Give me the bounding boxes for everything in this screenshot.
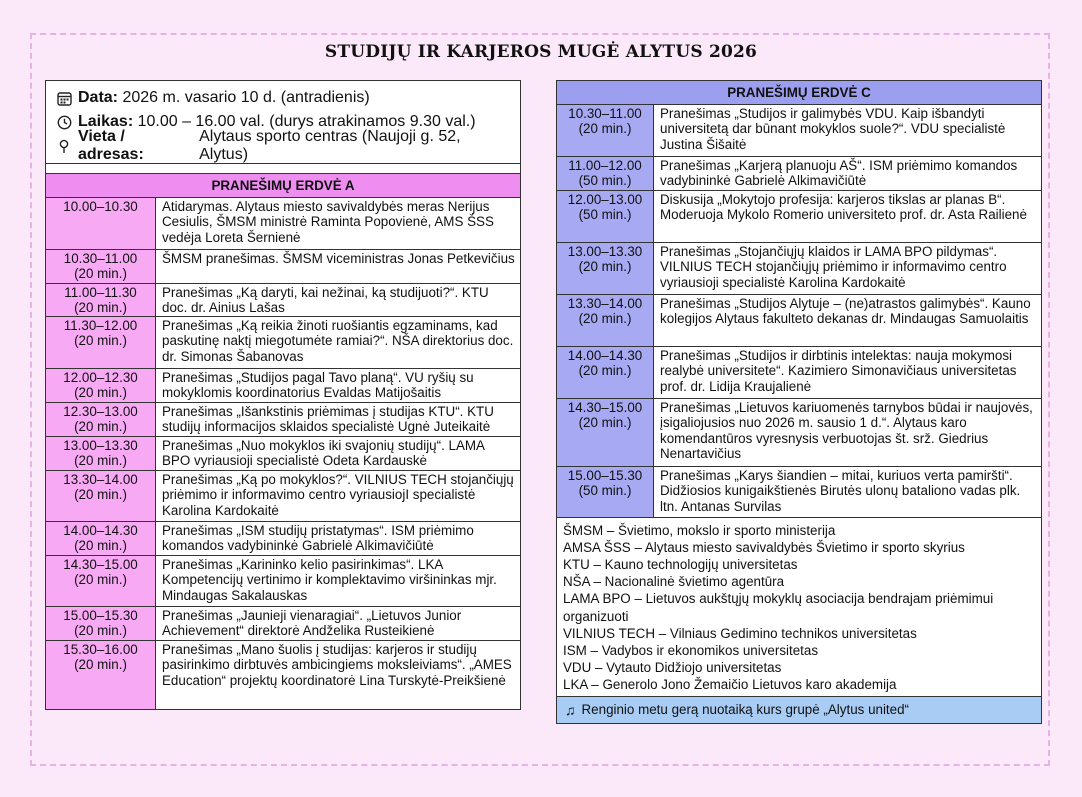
time-cell [557,242,654,294]
time-cell [557,398,654,466]
abbreviation-item: VDU – Vytauto Didžiojo universitetas [563,660,782,676]
duration: (20 min.) [74,487,127,502]
schedule-row [46,316,521,368]
space-a-table [45,173,521,710]
duration: (20 min.) [74,300,127,315]
schedule-row [557,190,1042,242]
description-cell: Pranešimas „Jaunieji vienaragiai“. „Lietuvos Junior Achievement“ direktorė Andželika Rusteikienė [156,606,521,640]
time-range: 13.00–13.30 [567,243,643,259]
time-cell [46,470,156,521]
time-range: 11.00–12.00 [568,157,642,173]
description-cell: Pranešimas „Stojančiųjų klaidos ir LAMA BPO pildymas“. VILNIUS TECH stojančiųjų priėmimo ir informavimo centro vyriausioji specialistė Karolina Kardokaitė [654,242,1042,294]
music-notes-icon: ♫ [565,701,576,718]
description-cell: Pranešimas „Mano šuolis į studijas: karjeros ir studijų pasirinkimo dirbtuvės ambicingiems moksleiviams“. „AMES Education“ projektų koordinatorė Lina Turskytė-Preikšienė [156,640,521,709]
time-range: 14.30–15.00 [63,556,138,572]
date-label: Data: [78,89,119,106]
place-row [56,128,512,163]
time-range: 13.30–14.00 [63,471,138,487]
time-range: 13.00–13.30 [63,437,138,453]
time-cell [46,640,156,709]
place-label: Vieta / adresas: [77,128,144,163]
calendar-icon [56,90,72,106]
schedule-row [46,521,521,555]
time-cell [46,436,156,470]
description-cell: ŠMSM pranešimas. ŠMSM viceministras Jonas Petkevičius [156,249,521,283]
duration: (20 min.) [578,259,632,274]
time-range: 10.00–10.30 [63,198,138,214]
schedule-row [46,402,521,436]
time-range: 12.00–13.00 [567,191,643,207]
description-cell: Pranešimas „Studijos pagal Tavo planą“. VU ryšių su mokyklomis koordinatorius Evaldas Matijošaitis [156,368,521,402]
time-cell [46,249,156,283]
info-spacer [45,164,521,173]
music-note-text: Renginio metu gerą nuotaiką kurs grupė „Alytus united“ [581,702,910,718]
date-value: 2026 m. vasario 10 d. (antradienis) [122,89,370,106]
schedule-row [557,242,1042,294]
duration: (20 min.) [74,385,127,400]
duration: (50 min.) [578,483,632,498]
schedule-row [46,197,521,249]
time-cell [557,346,654,398]
schedule-row [557,346,1042,398]
description-cell: Pranešimas „Karys šiandien – mitai, kuriuos verta pamiršti“. Didžiosios kunigaikštienės Birutės ulonų bataliono vadas plk. ltn. Antanas Survilas [654,466,1042,517]
description-cell: Pranešimas „Ką po mokyklos?“. VILNIUS TECH stojančiųjų priėmimo ir informavimo centro vyriausiojI specialistė Karolina Kardokaitė [156,470,521,521]
duration: (20 min.) [578,121,632,136]
duration: (20 min.) [74,657,127,672]
time-label: Laikas: [78,113,134,130]
time-cell [46,521,156,555]
space-c-table [556,80,1042,518]
time-range: 10.30–11.00 [568,105,642,121]
event-info-box [45,80,521,164]
abbreviation-item: VILNIUS TECH – Vilniaus Gedimino technikos universitetas [563,625,917,641]
time-cell [557,294,654,346]
time-cell [557,190,654,242]
abbreviation-item: LKA – Generolo Jono Žemaičio Lietuvos karo akademija [563,677,897,693]
schedule-row [46,640,521,709]
time-range: 15.00–15.30 [567,467,643,483]
date-row [56,86,512,110]
description-cell: Pranešimas „ISM studijų pristatymas“. ISM priėmimo komandos vadybininkė Gabrielė Alkimavičiūtė [156,521,521,555]
description-cell: Atidarymas. Alytaus miesto savivaldybės meras Nerijus Cesiulis, ŠMSM ministrė Raminta Popovienė, AMS ŠSS vedėja Loreta Šernienė [156,197,521,249]
time-cell [46,283,156,316]
schedule-row [557,294,1042,346]
schedule-row [46,555,521,606]
clock-icon [56,114,72,130]
page-title: STUDIJŲ IR KARJEROS MUGĖ ALYTUS 2026 [324,42,758,62]
duration: (20 min.) [74,333,127,348]
duration: (50 min.) [578,207,632,222]
description-cell: Pranešimas „Nuo mokyklos iki svajonių studijų“. LAMA BPO vyriausioji specialistė Odeta Kardauskė [156,436,521,470]
abbreviation-item: AMSA ŠSS – Alytaus miesto savivaldybės Švietimo ir sporto skyrius [563,539,965,555]
description-cell: Pranešimas „Karininko kelio pasirinkimas“. LKA Kompetencijų vertinimo ir komplektavimo viršininkas mjr. Mindaugas Sakalauskas [156,555,521,606]
description-cell: Pranešimas „Išankstinis priėmimas į studijas KTU“. KTU studijų informacijos sklaidos specialistė Ugnė Juteikaitė [156,402,521,436]
schedule-row [557,398,1042,466]
time-range: 13.30–14.00 [567,295,643,311]
place-value: Alytaus sporto centras (Naujoji g. 52, Alytus) [199,128,461,163]
duration: (20 min.) [74,538,127,553]
time-range: 15.00–15.30 [63,607,138,623]
time-cell [557,466,654,517]
duration: (20 min.) [74,623,127,638]
description-cell: Diskusija „Mokytojo profesija: karjeros tikslas ar planas B“. Moderuoja Mykolo Romerio universiteto prof. dr. Asta Railienė [654,190,1042,242]
time-range: 12.00–12.30 [63,369,138,385]
duration: (20 min.) [74,266,127,281]
abbreviations-box [556,518,1042,697]
description-cell: Pranešimas „Ką daryti, kai nežinai, ką studijuoti?“. KTU doc. dr. Ainius Lašas [156,283,521,316]
space-a-header: PRANEŠIMŲ ERDVĖ A [46,174,521,198]
time-cell [46,316,156,368]
schedule-row [46,249,521,283]
time-range: 14.00–14.30 [63,522,138,538]
time-range: 11.30–12.00 [63,317,138,333]
time-value: 10.00 – 16.00 val. (durys atrakinamos 9.30 val.) [137,113,476,130]
abbreviation-item: NŠA – Nacionalinė švietimo agentūra [563,574,785,590]
schedule-row [46,470,521,521]
time-range: 11.00–11.30 [64,284,137,300]
duration: (20 min.) [578,311,632,326]
schedule-row [557,156,1042,190]
schedule-row [557,466,1042,517]
duration: (20 min.) [578,415,632,430]
duration: (50 min.) [578,173,632,188]
time-range: 14.30–15.00 [567,399,643,415]
schedule-row [46,368,521,402]
description-cell: Pranešimas „Studijos ir dirbtinis intelektas: nauja mokymosi realybė universitete“. Kazimiero Simonavičiaus universitetas prof. dr. Lidija Kraujalienė [654,346,1042,398]
abbreviation-item: ŠMSM – Švietimo, mokslo ir sporto ministerija [563,522,836,538]
space-c-header: PRANEŠIMŲ ERDVĖ C [557,81,1042,105]
time-cell [46,197,156,249]
time-cell [46,402,156,436]
time-cell [46,368,156,402]
time-range: 12.30–13.00 [63,403,138,419]
schedule-row [46,606,521,640]
duration: (20 min.) [74,453,127,468]
abbreviation-item: ISM – Vadybos ir ekonomikos universitetas [563,642,819,658]
time-cell [557,156,654,190]
time-range: 15.30–16.00 [63,641,138,657]
schedule-row [557,104,1042,156]
schedule-row [46,283,521,316]
time-range: 10.30–11.00 [63,250,138,266]
time-cell [557,104,654,156]
duration: (20 min.) [74,419,127,434]
description-cell: Pranešimas „Studijos Alytuje – (ne)atrastos galimybės“. Kauno kolegijos Alytaus fakulteto dekanas dr. Mindaugas Samuolaitis [654,294,1042,346]
time-cell [46,606,156,640]
time-cell [46,555,156,606]
abbreviation-item: KTU – Kauno technologijų universitetas [563,556,798,572]
time-range: 14.00–14.30 [567,347,643,363]
music-note-bar [556,697,1042,724]
description-cell: Pranešimas „Ką reikia žinoti ruošiantis egzaminams, kad paskutinę naktį miegotumėte ramiai?“. NŠA direktorius doc. dr. Simonas Šabanovas [156,316,521,368]
description-cell: Pranešimas „Karjerą planuoju AŠ“. ISM priėmimo komandos vadybininkė Gabrielė Alkimavičiūtė [654,156,1042,190]
right-column [556,80,1042,724]
schedule-row [46,436,521,470]
duration: (20 min.) [578,363,632,378]
description-cell: Pranešimas „Lietuvos kariuomenės tarnybos būdai ir naujovės, įsigaliojusios nuo 2026 m. sausio 1 d.“. Alytaus karo komendantūros vyresnysis verbuotojas št. srž. Giedrius Nenartavičius [654,398,1042,466]
duration: (20 min.) [74,572,127,587]
left-column [45,80,521,710]
map-pin-icon [56,138,72,154]
abbreviation-item: LAMA BPO – Lietuvos aukštųjų mokyklų asociacija bendrajam priėmimui organizuoti [563,591,994,624]
description-cell: Pranešimas „Studijos ir galimybės VDU. Kaip išbandyti universitetą dar būnant mokyklos suole?“. VDU specialistė Justina Šišaitė [654,104,1042,156]
